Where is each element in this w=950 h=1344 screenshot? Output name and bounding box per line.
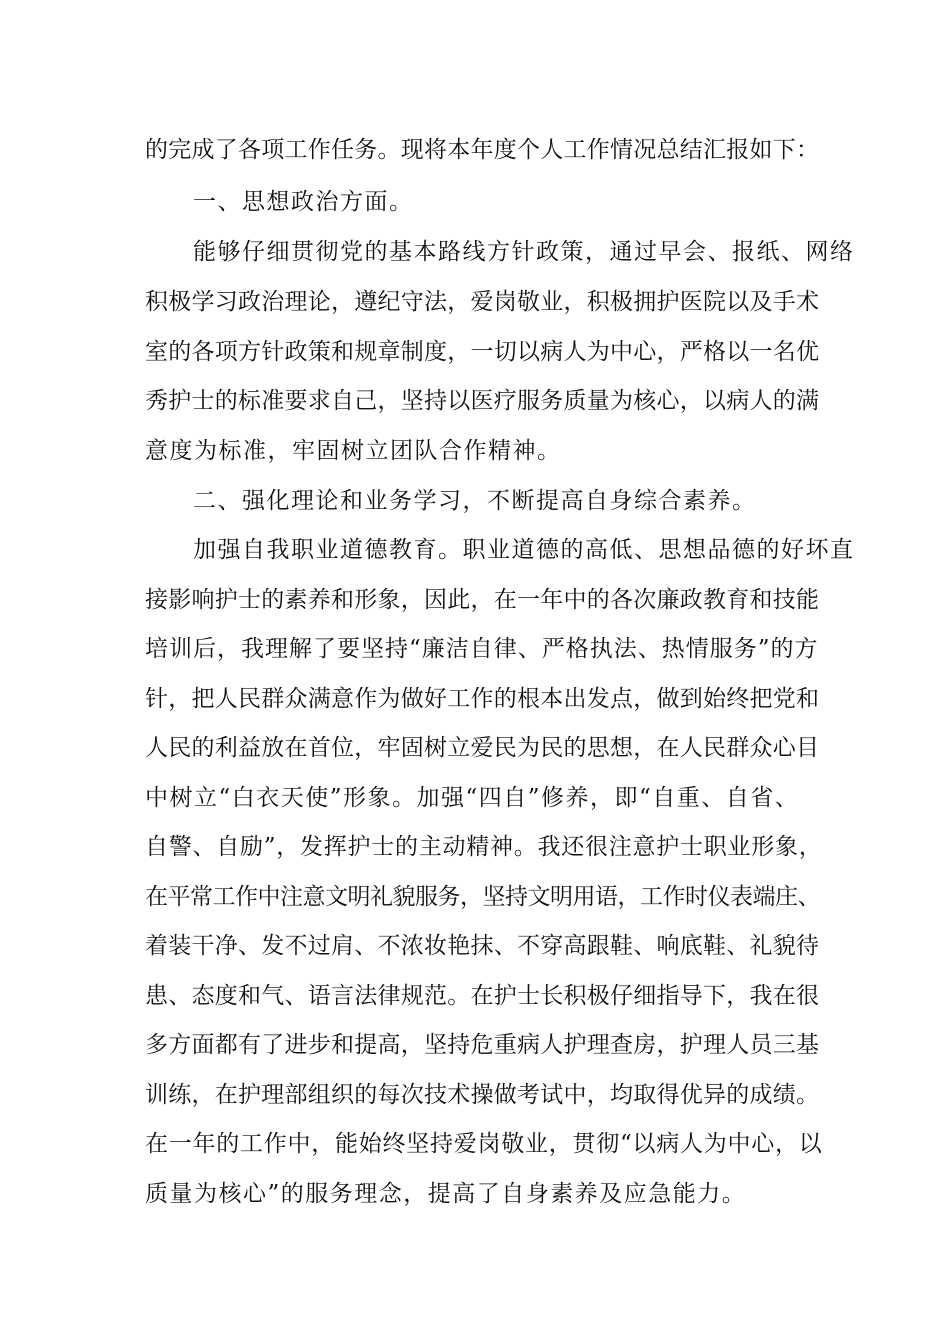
text-line: 接影响护士的素养和形象，因此，在一年中的各次廉政教育和技能 bbox=[145, 587, 820, 613]
text-line: 在平常工作中注意文明礼貌服务，坚持文明用语，工作时仪表端庄、 bbox=[145, 884, 820, 910]
text-line: 能够仔细贯彻党的基本路线方针政策，通过早会、报纸、网络 bbox=[193, 239, 855, 265]
text-line: 意度为标准，牢固树立团队合作精神。 bbox=[145, 438, 562, 464]
text-line: 训练，在护理部组织的每次技术操做考试中，均取得优异的成绩。 bbox=[145, 1082, 820, 1108]
text-line: 人民的利益放在首位，牢固树立爱民为民的思想，在人民群众心目 bbox=[145, 735, 820, 761]
text-line: 患、态度和气、语言法律规范。在护士长积极仔细指导下，我在很 bbox=[145, 983, 820, 1009]
text-line: 在一年的工作中，能始终坚持爱岗敬业，贯彻“以病人为中心，以 bbox=[145, 1131, 823, 1157]
text-line: 中树立“白衣天使”形象。加强“四自”修养，即“自重、自省、 bbox=[145, 785, 800, 811]
text-line: 积极学习政治理论，遵纪守法，爱岗敬业，积极拥护医院以及手术 bbox=[145, 289, 820, 315]
text-line: 室的各项方针政策和规章制度，一切以病人为中心，严格以一名优 bbox=[145, 339, 820, 365]
text-line: 培训后，我理解了要坚持“廉洁自律、严格执法、热情服务”的方 bbox=[145, 636, 819, 662]
text-line: 自警、自励”，发挥护士的主动精神。我还很注意护士职业形象， bbox=[145, 834, 823, 860]
section-heading: 一、思想政治方面。 bbox=[193, 189, 414, 215]
text-line: 加强自我职业道德教育。职业道德的高低、思想品德的好坏直 bbox=[193, 537, 855, 563]
section-heading: 二、强化理论和业务学习，不断提高自身综合素养。 bbox=[193, 488, 757, 514]
text-line: 的完成了各项工作任务。现将本年度个人工作情况总结汇报如下： bbox=[145, 137, 820, 163]
text-line: 着装干净、发不过肩、不浓妆艳抹、不穿高跟鞋、响底鞋、礼貌待 bbox=[145, 933, 820, 959]
text-line: 多方面都有了进步和提高，坚持危重病人护理查房，护理人员三基 bbox=[145, 1032, 820, 1058]
text-line: 针，把人民群众满意作为做好工作的根本出发点，做到始终把党和 bbox=[145, 686, 820, 712]
text-line: 秀护士的标准要求自己，坚持以医疗服务质量为核心，以病人的满 bbox=[145, 388, 820, 414]
text-line: 质量为核心”的服务理念，提高了自身素养及应急能力。 bbox=[145, 1181, 747, 1207]
